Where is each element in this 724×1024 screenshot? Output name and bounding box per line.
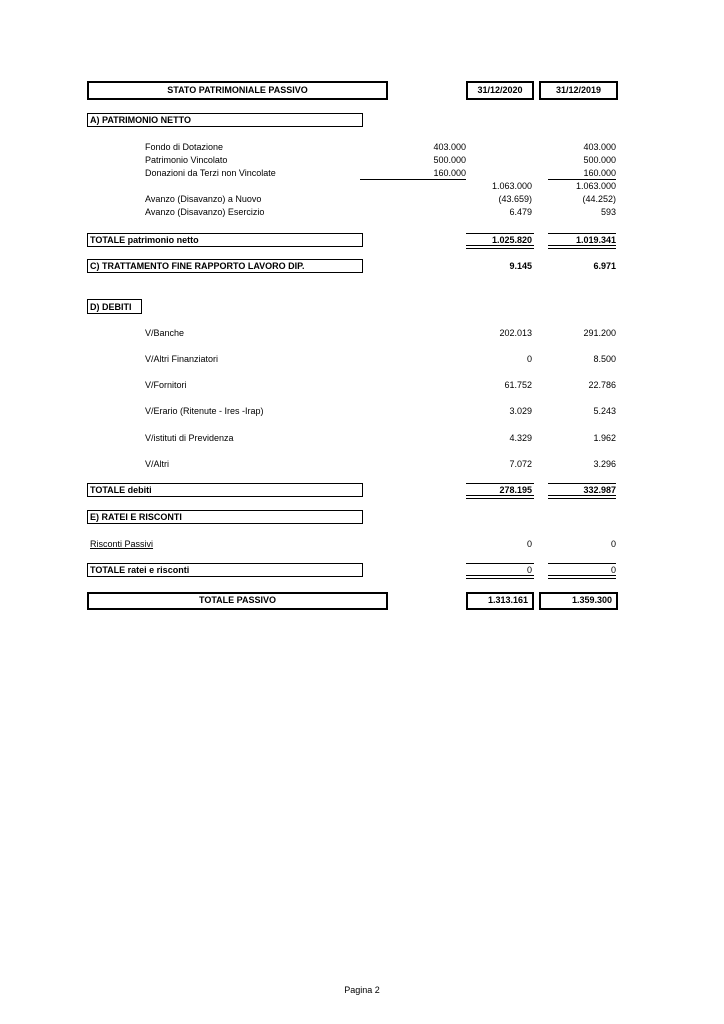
debiti-total-2019: 332.987 <box>583 485 616 495</box>
debiti-total-label: TOTALE debiti <box>90 485 152 495</box>
debiti-item-2020: 0 <box>526 354 532 364</box>
debiti-item-label: V/Altri <box>145 459 170 469</box>
col-2019-header: 31/12/2019 <box>555 85 602 95</box>
ratei-total-2020: 0 <box>526 565 532 575</box>
total-rule-top <box>548 233 616 234</box>
patrimonio-item-2019: 160.000 <box>583 168 616 178</box>
total-double-rule <box>548 575 616 579</box>
debiti-item-2019: 3.296 <box>593 459 616 469</box>
patrimonio-subtotal-2019: 1.063.000 <box>575 181 616 191</box>
patrimonio-item-2019: 593 <box>600 207 616 217</box>
tfr-label: C) TRATTAMENTO FINE RAPPORTO LAVORO DIP. <box>90 261 305 271</box>
debiti-item-label: V/Fornitori <box>145 380 187 390</box>
ratei-total-label: TOTALE ratei e risconti <box>90 565 190 575</box>
debiti-item-label: V/Erario (Ritenute - Ires -Irap) <box>145 406 264 416</box>
ratei-total-2019: 0 <box>610 565 616 575</box>
debiti-item-label: V/Altri Finanziatori <box>145 354 219 364</box>
total-double-rule <box>466 245 534 249</box>
patrimonio-item-2019: 500.000 <box>583 155 616 165</box>
total-double-rule <box>548 495 616 499</box>
patrimonio-item-2019: (44.252) <box>582 194 616 204</box>
subtotal-rule-partial <box>360 179 466 180</box>
debiti-item-2020: 61.752 <box>504 380 532 390</box>
debiti-item-2019: 8.500 <box>593 354 616 364</box>
patrimonio-item-label: Avanzo (Disavanzo) a Nuovo <box>145 194 262 204</box>
patrimonio-item-label: Patrimonio Vincolato <box>145 155 228 165</box>
total-double-rule <box>466 575 534 579</box>
debiti-item-2020: 7.072 <box>509 459 532 469</box>
total-rule-top <box>548 483 616 484</box>
page-title: STATO PATRIMONIALE PASSIVO <box>167 85 308 95</box>
patrimonio-item-partial: 403.000 <box>433 142 466 152</box>
total-rule-top <box>548 563 616 564</box>
total-double-rule <box>548 245 616 249</box>
page-number: Pagina 2 <box>344 985 380 995</box>
tfr-2019: 6.971 <box>593 261 616 271</box>
debiti-item-2019: 22.786 <box>588 380 616 390</box>
patrimonio-item-partial: 500.000 <box>433 155 466 165</box>
total-double-rule <box>466 495 534 499</box>
total-rule-top <box>466 233 534 234</box>
debiti-item-2019: 291.200 <box>583 328 616 338</box>
patrimonio-item-label: Donazioni da Terzi non Vincolate <box>145 168 276 178</box>
debiti-item-2020: 3.029 <box>509 406 532 416</box>
totale-passivo-label: TOTALE PASSIVO <box>198 595 276 605</box>
patrimonio-item-2019: 403.000 <box>583 142 616 152</box>
debiti-item-label: V/istituti di Previdenza <box>145 433 234 443</box>
debiti-item-2019: 5.243 <box>593 406 616 416</box>
total-rule-top <box>466 483 534 484</box>
section-patrimonio-title: A) PATRIMONIO NETTO <box>90 115 191 125</box>
debiti-total-2020: 278.195 <box>499 485 532 495</box>
section-ratei-title: E) RATEI E RISCONTI <box>90 512 182 522</box>
patrimonio-item-label: Avanzo (Disavanzo) Esercizio <box>145 207 265 217</box>
patrimonio-item-label: Fondo di Dotazione <box>145 142 224 152</box>
debiti-item-2020: 4.329 <box>509 433 532 443</box>
debiti-item-label: V/Banche <box>145 328 185 338</box>
section-debiti-title: D) DEBITI <box>90 302 132 312</box>
tfr-2020: 9.145 <box>509 261 532 271</box>
patrimonio-total-2019: 1.019.341 <box>575 235 616 245</box>
patrimonio-total-2020: 1.025.820 <box>491 235 532 245</box>
patrimonio-total-label: TOTALE patrimonio netto <box>90 235 199 245</box>
totale-passivo-2019: 1.359.300 <box>571 595 612 605</box>
patrimonio-item-partial: 160.000 <box>433 168 466 178</box>
patrimonio-item-2020: 6.479 <box>509 207 532 217</box>
subtotal-rule-2019 <box>548 179 616 180</box>
patrimonio-subtotal-2020: 1.063.000 <box>491 181 532 191</box>
ratei-item-label: Risconti Passivi <box>90 539 154 549</box>
col-2020-header: 31/12/2020 <box>477 85 523 95</box>
total-rule-top <box>466 563 534 564</box>
ratei-item-2019: 0 <box>610 539 616 549</box>
ratei-item-2020: 0 <box>526 539 532 549</box>
patrimonio-item-2020: (43.659) <box>498 194 532 204</box>
debiti-item-2020: 202.013 <box>499 328 532 338</box>
debiti-item-2019: 1.962 <box>593 433 616 443</box>
totale-passivo-2020: 1.313.161 <box>487 595 528 605</box>
